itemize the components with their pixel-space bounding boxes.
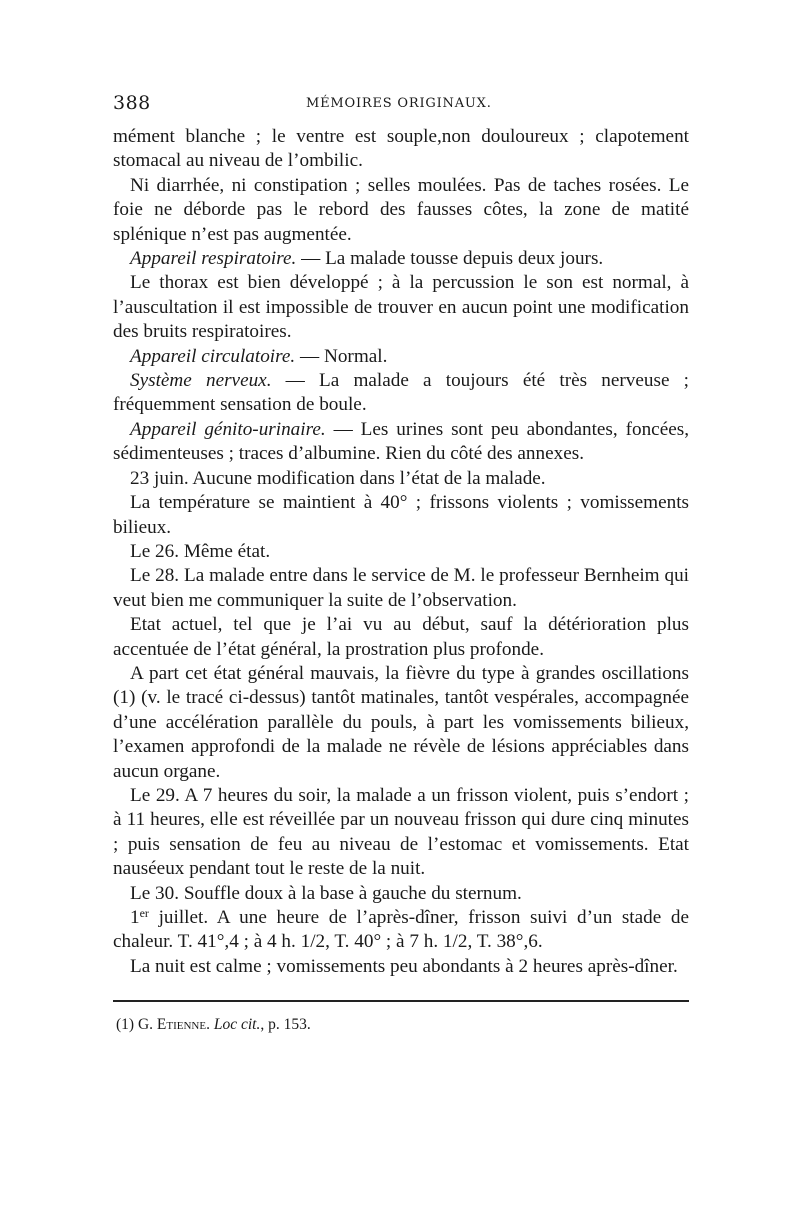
section-label-nervous: Système nerveux. xyxy=(130,370,272,392)
paragraph-30: Le 30. Souffle doux à la base à gauche du sternum. xyxy=(130,882,522,904)
paragraph-text: — Normal. xyxy=(295,345,388,367)
footnote-author: Etienne xyxy=(156,1016,207,1034)
running-title: MÉMOIRES ORIGINAUX. xyxy=(306,96,492,111)
page-number: 388 xyxy=(113,92,151,114)
paragraph-text: — La malade a toujours été très nerveuse ; fréquemment sensation de boule. xyxy=(113,370,689,416)
paragraph-temperature: La température se maintient à 40° ; frissons violents ; vomissements bilieux. xyxy=(113,492,689,538)
paragraph-respiratory-heading xyxy=(113,247,689,271)
paragraph-night: La nuit est calme ; vomissements peu abondants à 2 heures après-dîner. xyxy=(130,955,678,977)
section-label-genito-urinary: Appareil génito-urinaire. xyxy=(130,418,326,440)
footnote-separator xyxy=(113,979,689,1007)
footnote-marker: (1) G. xyxy=(116,1016,157,1034)
footnote-page: , p. 153. xyxy=(260,1016,311,1034)
paragraph-continued: mément blanche ; le ventre est souple,non douloureux ; clapotement stomacal au niveau de l’ombilic. xyxy=(113,126,689,172)
paragraph-26: Le 26. Même état. xyxy=(130,540,271,562)
footnote-reference: Loc cit. xyxy=(213,1016,261,1034)
document-page xyxy=(113,92,689,1035)
paragraph-fever: A part cet état général mauvais, la fièvre du type à grandes oscillations (1) (v. le tracé ci-dessus) tantôt matinales, tantôt vespérales, accompagnée d’une accélération parallèle du pouls, à part les vomissements bilieux, l’examen approfondi de la malade ne révèle de lésions appréciables dans aucun organe. xyxy=(113,662,689,782)
footnote-separator-text: . xyxy=(206,1016,214,1034)
paragraph-july-1 xyxy=(113,906,689,955)
paragraph-text: juillet. A une heure de l’après-dîner, frisson suivi d’un stade de chaleur. T. 41°,4 ; à 4 h. 1/2, T. 40° ; à 7 h. 1/2, T. 38°,6. xyxy=(113,907,689,953)
paragraph-digestive: Ni diarrhée, ni constipation ; selles moulées. Pas de taches rosées. Le foie ne déborde pas le rebord des fausses côtes, la zone de matité splénique n’est pas augmentée. xyxy=(113,174,689,245)
paragraph-29: Le 29. A 7 heures du soir, la malade a un frisson violent, puis s’endort ; à 11 heures, elle est réveillée par un nouveau frisson qui dure cinq minutes ; puis sensation de feu au niveau de l’estomac et vomissements. Etat nauséeux pendant tout le reste de la nuit. xyxy=(113,784,689,880)
footnote-rule xyxy=(113,1000,689,1002)
paragraph-text: — Les urines sont peu abondantes, foncées, sédimenteuses ; traces d’albumine. Rien du côté des annexes. xyxy=(113,418,689,465)
section-label-circulatory: Appareil circulatoire. xyxy=(130,345,296,367)
paragraph-nervous xyxy=(113,369,689,418)
paragraph-thorax: Le thorax est bien développé ; à la percussion le son est normal, à l’auscultation il est impossible de trouver en aucun point une modification des bruits respiratoires. xyxy=(113,272,689,343)
day-number: 1 xyxy=(130,907,140,928)
paragraph-circulatory xyxy=(113,345,689,369)
running-head xyxy=(113,92,689,122)
paragraph-current-state: Etat actuel, tel que je l’ai vu au début, sauf la détérioration plus accentuée de l’état général, la prostration plus profonde. xyxy=(113,614,689,660)
section-label-respiratory: Appareil respiratoire. xyxy=(130,248,297,270)
paragraph-genito-urinary xyxy=(113,418,689,467)
paragraph-text: — La malade tousse depuis deux jours. xyxy=(296,248,604,270)
paragraph-june-23: 23 juin. Aucune modification dans l’état de la malade. xyxy=(130,467,546,489)
ordinal-superscript: er xyxy=(139,906,149,920)
body-text xyxy=(113,125,689,979)
footnote xyxy=(113,1015,689,1035)
paragraph-28: Le 28. La malade entre dans le service de M. le professeur Bernheim qui veut bien me communiquer la suite de l’observation. xyxy=(113,565,689,611)
